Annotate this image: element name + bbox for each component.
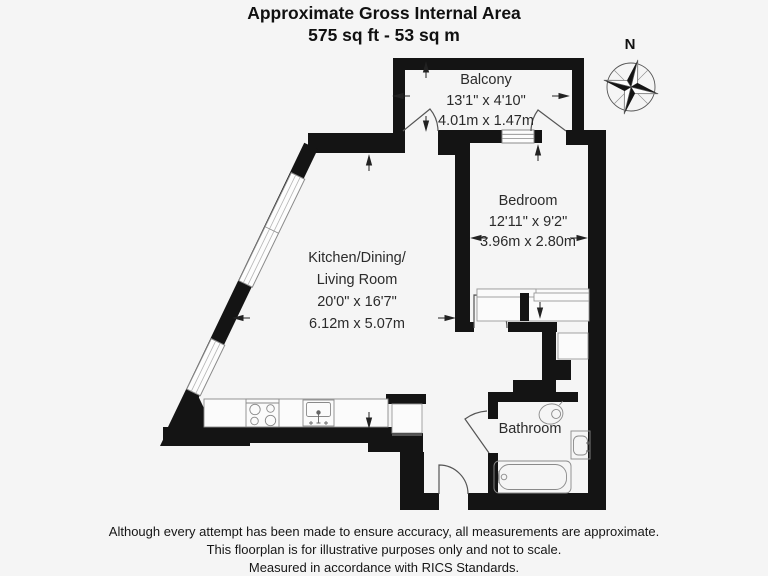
- kitchen-name-line1: Kitchen/Dining/: [308, 250, 406, 266]
- bathroom-label: [499, 419, 562, 440]
- balcony-name: Balcony: [460, 72, 512, 88]
- kitchen-name-line2: Living Room: [316, 272, 398, 288]
- kitchen-counter: [204, 399, 388, 427]
- bathroom-door: [465, 411, 489, 453]
- basin-icon: [571, 431, 590, 459]
- bedroom-window: [502, 130, 534, 143]
- front-door: [439, 465, 468, 494]
- disclaimer: [0, 523, 768, 576]
- balcony-label: [438, 70, 534, 132]
- disclaimer-line1: Although every attempt has been made to ensure accuracy, all measurements are approximate.: [108, 524, 660, 539]
- balcony-door-living: [403, 109, 438, 131]
- title-line1: Approximate Gross Internal Area: [247, 3, 521, 23]
- living-window-lower: [187, 339, 225, 396]
- bedroom-label: [480, 191, 576, 253]
- living-top-wall: [308, 133, 405, 153]
- page-title: [0, 2, 768, 46]
- disclaimer-line3: Measured in accordance with RICS Standards.: [248, 560, 520, 576]
- balcony-metric: 4.01m x 1.47m: [438, 113, 534, 129]
- bedroom-name: Bedroom: [498, 193, 558, 209]
- title-line2: 575 sq ft - 53 sq m: [308, 25, 460, 45]
- bedroom-metric: 3.96m x 2.80m: [480, 234, 576, 250]
- compass-north-label: N: [624, 36, 636, 53]
- bathroom-fixtures: [494, 401, 590, 493]
- compass-rose-icon: [597, 53, 665, 121]
- bathtub-icon: [494, 461, 571, 493]
- hall-cupboard: [558, 333, 588, 359]
- kitchen-fixtures: [204, 399, 388, 427]
- kitchen-imperial: 20'0" x 16'7": [317, 294, 397, 310]
- kitchen-metric: 6.12m x 5.07m: [309, 316, 405, 332]
- entry-cupboard: [392, 404, 422, 433]
- balcony-imperial: 13'1" x 4'10": [446, 92, 526, 109]
- bathroom-name: Bathroom: [498, 421, 562, 437]
- bedroom-imperial: 12'11" x 9'2": [488, 213, 568, 230]
- living-window-upper: [239, 173, 305, 287]
- balcony-door-bedroom: [531, 110, 566, 131]
- disclaimer-line2: This floorplan is for illustrative purposes only and not to scale.: [206, 542, 562, 558]
- kitchen-living-label: [308, 247, 406, 335]
